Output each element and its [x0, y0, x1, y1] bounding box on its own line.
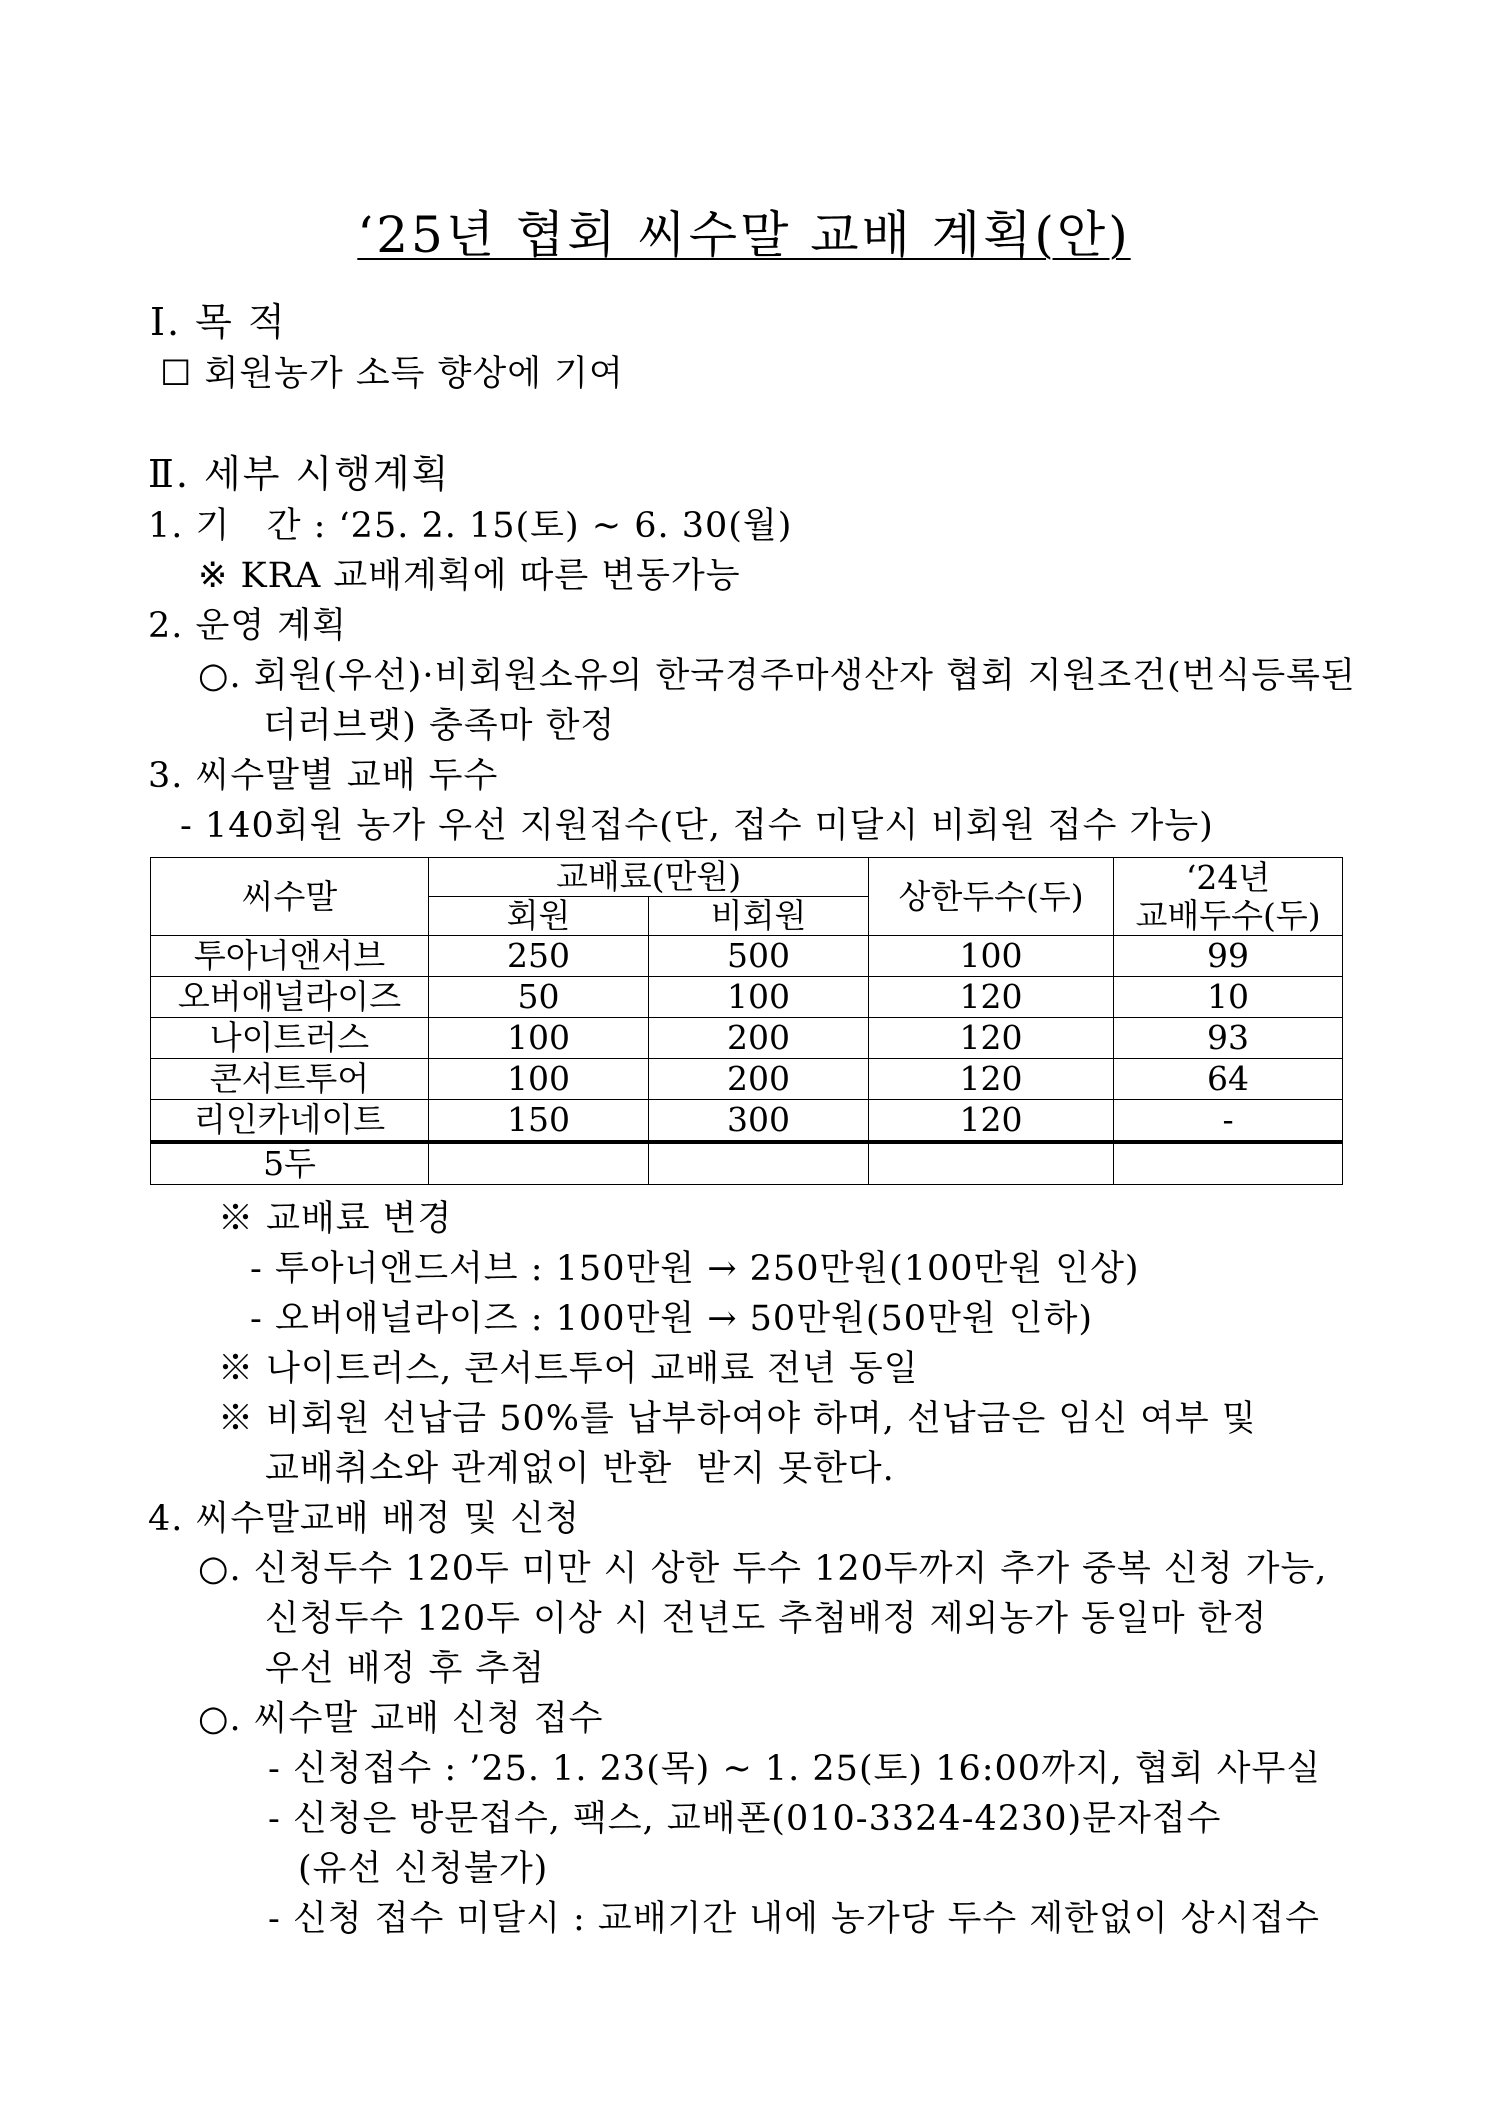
cell-name: 오버애널라이즈	[151, 977, 429, 1018]
table-row	[151, 977, 1343, 1018]
note-fee-change-2: - 오버애널라이즈 : 100만원 → 50만원(50만원 인하)	[250, 1299, 1094, 1339]
period-note: ※ KRA 교배계획에 따른 변동가능	[198, 556, 741, 596]
table-total-row	[151, 1142, 1343, 1185]
cell-member: 250	[429, 936, 649, 977]
cell-prev: 93	[1114, 1018, 1343, 1059]
cell-cap: 120	[869, 977, 1114, 1018]
cell-total-prev	[1114, 1142, 1343, 1185]
document-title: ‘25년 협회 씨수말 교배 계획(안)	[357, 206, 1131, 264]
section1-item: ☐ 회원농가 소득 향상에 기여	[160, 354, 624, 394]
apply-method: - 신청은 방문접수, 팩스, 교배폰(010-3324-4230)문자접수	[268, 1799, 1222, 1839]
table-row	[151, 936, 1343, 977]
apply-period: - 신청접수 : ’25. 1. 23(목) ~ 1. 25(토) 16:00까지, 협회 사무실	[268, 1749, 1322, 1789]
apply-line-3: 우선 배정 후 추첨	[265, 1649, 546, 1689]
cell-nonmember: 200	[649, 1018, 869, 1059]
note-deposit-1: ※ 비회원 선납금 50%를 납부하여야 하며, 선납금은 임신 여부 및	[218, 1399, 1257, 1439]
period-line: 1. 기 간 : ‘25. 2. 15(토) ~ 6. 30(월)	[148, 506, 793, 546]
cell-nonmember: 100	[649, 977, 869, 1018]
document-title-wrap	[0, 205, 1488, 265]
note-same-fee: ※ 나이트러스, 콘서트투어 교배료 전년 동일	[218, 1349, 919, 1389]
table-row	[151, 1100, 1343, 1143]
header-prev	[1114, 858, 1343, 936]
apply-line-2: 신청두수 120두 이상 시 전년도 추첨배정 제외농가 동일마 한정	[265, 1599, 1268, 1639]
header-prev-line1: ‘24년	[1185, 857, 1271, 897]
cell-nonmember: 300	[649, 1100, 869, 1143]
note-fee-change-1: - 투아너앤드서브 : 150만원 → 250만원(100만원 인상)	[250, 1249, 1140, 1289]
header-stallion: 씨수말	[151, 858, 429, 936]
apply-method-note: (유선 신청불가)	[298, 1849, 549, 1889]
cell-cap: 120	[869, 1100, 1114, 1143]
cell-prev: -	[1114, 1100, 1343, 1143]
header-cap: 상한두수(두)	[869, 858, 1114, 936]
apply-line-1: ○. 신청두수 120두 미만 시 상한 두수 120두까지 추가 중복 신청 가능,	[198, 1549, 1328, 1589]
operation-line-2: 더러브랫) 충족마 한정	[263, 706, 616, 746]
apply-heading: ○. 씨수말 교배 신청 접수	[198, 1699, 604, 1739]
cell-member: 100	[429, 1059, 649, 1100]
cell-total-cap	[869, 1142, 1114, 1185]
cell-nonmember: 200	[649, 1059, 869, 1100]
cell-member: 100	[429, 1018, 649, 1059]
section4-heading: 4. 씨수말교배 배정 및 신청	[148, 1499, 580, 1539]
header-prev-line2: 교배두수(두)	[1135, 895, 1321, 935]
cell-member: 50	[429, 977, 649, 1018]
cell-name: 콘서트투어	[151, 1059, 429, 1100]
operation-line-1: ○. 회원(우선)·비회원소유의 한국경주마생산자 협회 지원조건(번식등록된	[198, 656, 1356, 696]
cell-cap: 120	[869, 1018, 1114, 1059]
cell-name: 투아너앤서브	[151, 936, 429, 977]
cell-cap: 120	[869, 1059, 1114, 1100]
section1-heading: Ⅰ. 목 적	[150, 300, 287, 344]
apply-shortfall: - 신청 접수 미달시 : 교배기간 내에 농가당 두수 제한없이 상시접수	[268, 1899, 1320, 1939]
count-note: - 140회원 농가 우선 지원접수(단, 접수 미달시 비회원 접수 가능)	[180, 806, 1214, 846]
cell-nonmember: 500	[649, 936, 869, 977]
header-member: 회원	[429, 897, 649, 936]
cell-prev: 99	[1114, 936, 1343, 977]
header-fee: 교배료(만원)	[429, 858, 869, 897]
note-deposit-2: 교배취소와 관계없이 반환 받지 못한다.	[265, 1449, 895, 1489]
table-row	[151, 1059, 1343, 1100]
cell-prev: 64	[1114, 1059, 1343, 1100]
count-heading: 3. 씨수말별 교배 두수	[148, 756, 499, 796]
cell-total-member	[429, 1142, 649, 1185]
note-fee-change: ※ 교배료 변경	[218, 1199, 453, 1239]
operation-heading: 2. 운영 계획	[148, 606, 347, 646]
table-row	[151, 1018, 1343, 1059]
cell-total-nonmember	[649, 1142, 869, 1185]
cell-member: 150	[429, 1100, 649, 1143]
section2-heading: Ⅱ. 세부 시행계획	[148, 452, 451, 496]
cell-total-name: 5두	[151, 1142, 429, 1185]
cell-name: 리인카네이트	[151, 1100, 429, 1143]
cell-prev: 10	[1114, 977, 1343, 1018]
header-nonmember: 비회원	[649, 897, 869, 936]
cell-cap: 100	[869, 936, 1114, 977]
cell-name: 나이트러스	[151, 1018, 429, 1059]
stallion-table	[150, 857, 1343, 1185]
